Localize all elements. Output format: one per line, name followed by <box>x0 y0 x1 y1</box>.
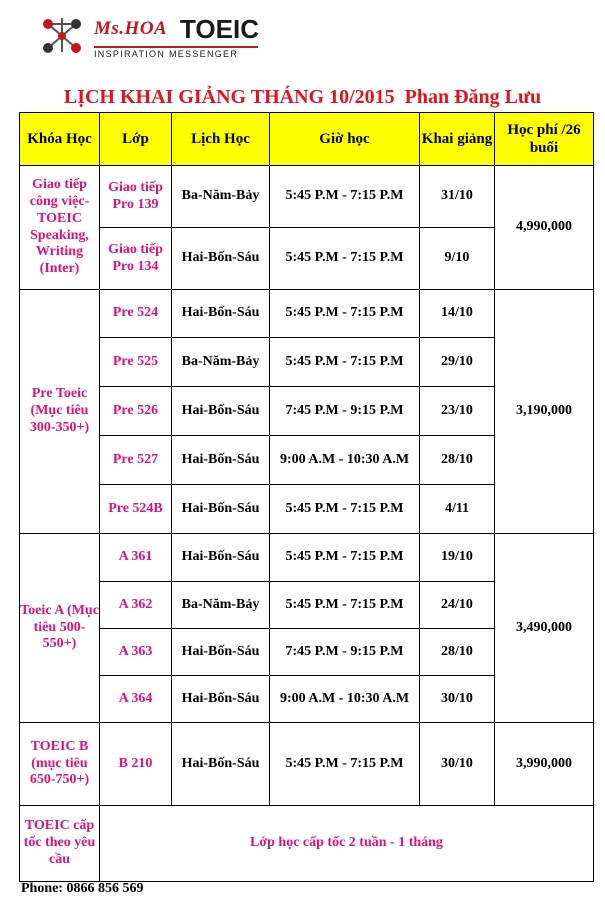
class-start: 30/10 <box>420 723 495 806</box>
class-days: Ba-Năm-Bảy <box>172 582 270 629</box>
class-days: Ba-Năm-Bảy <box>172 338 270 387</box>
class-start: 29/10 <box>420 338 495 387</box>
molecule-logo-icon <box>38 14 90 58</box>
class-code: Giao tiếp Pro 134 <box>100 228 172 290</box>
class-time: 5:45 P.M - 7:15 P.M <box>270 290 420 338</box>
class-code: Pre 526 <box>100 387 172 436</box>
class-start: 28/10 <box>420 436 495 485</box>
logo <box>38 14 268 66</box>
header-start: Khai giảng <box>420 113 495 166</box>
class-time: 9:00 A.M - 10:30 A.M <box>270 436 420 485</box>
class-start: 30/10 <box>420 676 495 723</box>
class-days: Hai-Bốn-Sáu <box>172 485 270 534</box>
class-time: 7:45 P.M - 9:15 P.M <box>270 387 420 436</box>
course-name: Pre Toeic (Mục tiêu 300-350+) <box>20 290 100 534</box>
table-row <box>20 806 594 882</box>
header-row <box>20 113 594 166</box>
class-code: B 210 <box>100 723 172 806</box>
class-start: 14/10 <box>420 290 495 338</box>
class-code: Pre 524 <box>100 290 172 338</box>
header-class: Lớp <box>100 113 172 166</box>
class-time: 7:45 P.M - 9:15 P.M <box>270 629 420 676</box>
class-days: Hai-Bốn-Sáu <box>172 534 270 582</box>
class-time: 5:45 P.M - 7:15 P.M <box>270 582 420 629</box>
course-fee: 3,490,000 <box>495 534 594 723</box>
class-time: 5:45 P.M - 7:15 P.M <box>270 228 420 290</box>
class-days: Hai-Bốn-Sáu <box>172 629 270 676</box>
class-time: 5:45 P.M - 7:15 P.M <box>270 534 420 582</box>
course-name: TOEIC cấp tốc theo yêu cầu <box>20 806 100 882</box>
class-time: 5:45 P.M - 7:15 P.M <box>270 338 420 387</box>
logo-underline <box>94 46 258 48</box>
class-code: Giao tiếp Pro 139 <box>100 166 172 228</box>
schedule-table <box>19 112 594 882</box>
class-days: Hai-Bốn-Sáu <box>172 290 270 338</box>
class-time: 5:45 P.M - 7:15 P.M <box>270 723 420 806</box>
phone-number: Phone: 0866 856 569 <box>21 881 144 896</box>
class-start: 31/10 <box>420 166 495 228</box>
header-time: Giờ học <box>270 113 420 166</box>
class-code: A 361 <box>100 534 172 582</box>
class-start: 9/10 <box>420 228 495 290</box>
class-start: 4/11 <box>420 485 495 534</box>
class-start: 19/10 <box>420 534 495 582</box>
class-code: A 364 <box>100 676 172 723</box>
class-time: 9:00 A.M - 10:30 A.M <box>270 676 420 723</box>
course-name: Giao tiếp công việc-TOEIC Speaking, Writing (Inter) <box>20 166 100 290</box>
class-code: A 362 <box>100 582 172 629</box>
page-title: LỊCH KHAI GIẢNG THÁNG 10/2015 Phan Đăng Lưu <box>63 86 542 108</box>
course-fee: 4,990,000 <box>495 166 594 290</box>
table-row <box>20 290 594 338</box>
table-row <box>20 723 594 806</box>
class-days: Hai-Bốn-Sáu <box>172 387 270 436</box>
course-fee: 3,190,000 <box>495 290 594 534</box>
class-code: Pre 524B <box>100 485 172 534</box>
class-start: 28/10 <box>420 629 495 676</box>
logo-tagline: INSPIRATION MESSENGER <box>94 49 239 59</box>
class-code: Pre 525 <box>100 338 172 387</box>
course-name: TOEIC B (mục tiêu 650-750+) <box>20 723 100 806</box>
class-code: Pre 527 <box>100 436 172 485</box>
class-days: Hai-Bốn-Sáu <box>172 676 270 723</box>
table-row <box>20 166 594 228</box>
header-fee: Học phí /26 buổi <box>495 113 594 166</box>
class-start: 23/10 <box>420 387 495 436</box>
class-days: Hai-Bốn-Sáu <box>172 228 270 290</box>
class-time: 5:45 P.M - 7:15 P.M <box>270 485 420 534</box>
table-row <box>20 534 594 582</box>
header-course: Khóa Học <box>20 113 100 166</box>
class-start: 24/10 <box>420 582 495 629</box>
class-days: Hai-Bốn-Sáu <box>172 723 270 806</box>
class-code: A 363 <box>100 629 172 676</box>
intensive-note: Lớp học cấp tốc 2 tuần - 1 tháng <box>100 806 594 882</box>
logo-name: TOEIC <box>180 14 259 44</box>
course-name: Toeic A (Mục tiêu 500-550+) <box>20 534 100 723</box>
header-schedule: Lịch Học <box>172 113 270 166</box>
logo-brand: Ms.HOA <box>94 18 168 39</box>
class-days: Ba-Năm-Bảy <box>172 166 270 228</box>
class-time: 5:45 P.M - 7:15 P.M <box>270 166 420 228</box>
class-days: Hai-Bốn-Sáu <box>172 436 270 485</box>
course-fee: 3,990,000 <box>495 723 594 806</box>
